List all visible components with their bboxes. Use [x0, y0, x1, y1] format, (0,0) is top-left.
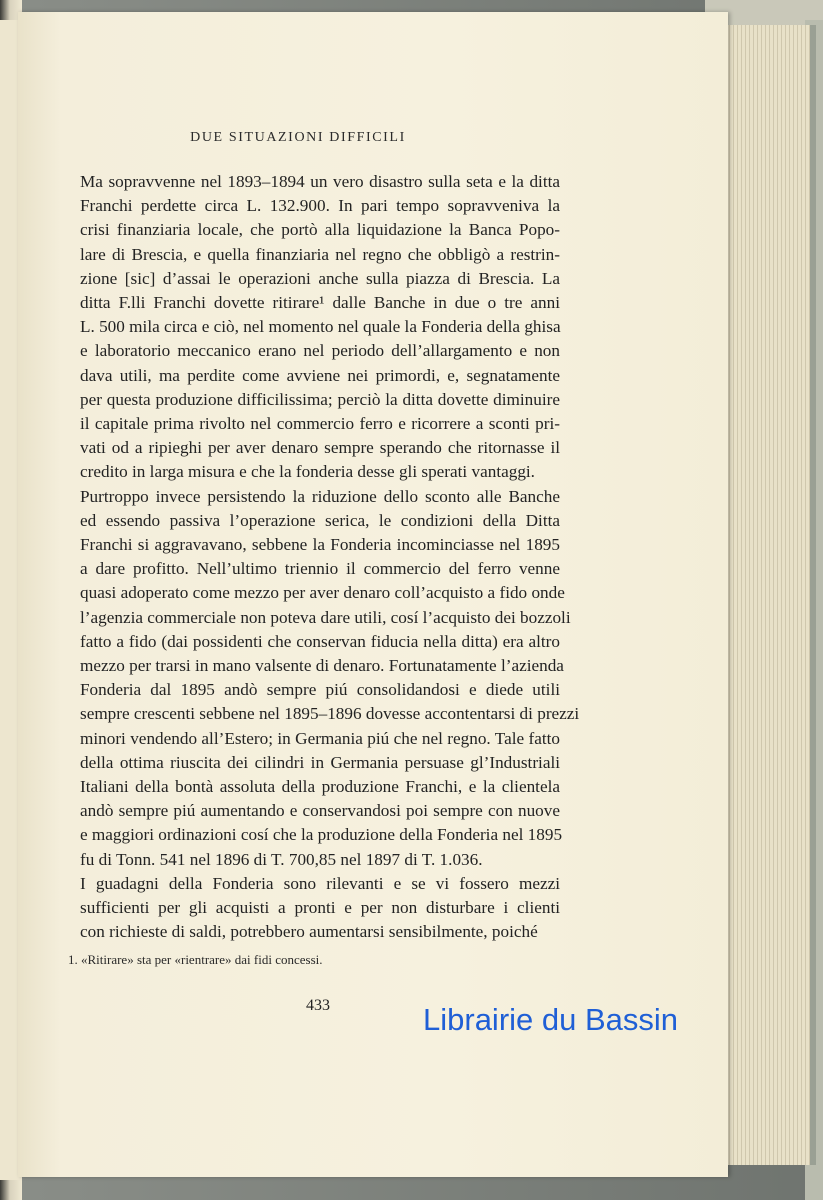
text-line: minori vendendo all’Estero; in Germania piú che nel regno. Tale fatto [80, 728, 560, 748]
text-line: Fonderia dal 1895 andò sempre piú consolidandosi e diede utili [80, 680, 560, 700]
text-line: fatto a fido (dai possidenti che conservan fiducia nella ditta) era altro [80, 631, 560, 651]
text-line: il capitale prima rivolto nel commercio ferro e ricorrere a sconti pri- [80, 414, 560, 434]
text-line: fu di Tonn. 541 nel 1896 di T. 700,85 nel 1897 di T. 1.036. [80, 849, 483, 869]
text-line: e maggiori ordinazioni cosí che la produzione della Fonderia nel 1895 [80, 825, 563, 845]
text-line: I guadagni della Fonderia sono rilevanti e se vi fossero mezzi [80, 873, 560, 893]
body-text [80, 170, 580, 945]
previous-page-sliver [0, 20, 20, 1180]
text-line: l’agenzia commerciale non poteva dare utili, cosí l’acquisto dei bozzoli [80, 607, 571, 627]
text-line: vati od a ripieghi per aver denaro sempre sperando che ritornasse il [80, 438, 560, 458]
page-number: 433 [306, 997, 330, 1014]
text-line: Purtroppo invece persistendo la riduzione dello sconto alle Banche [80, 486, 560, 506]
text-line: sufficienti per gli acquisti a pronti e per non disturbare i clienti [80, 898, 560, 918]
text-line: e laboratorio meccanico erano nel periodo dell’allargamento e non [80, 341, 560, 361]
text-line: quasi adoperato come mezzo per aver denaro coll’acquisto a fido onde [80, 583, 565, 603]
text-line: per questa produzione difficilissima; perciò la ditta dovette diminuire [80, 389, 560, 409]
text-line: Franchi perdette circa L. 132.900. In pari tempo sopravveniva la [80, 196, 560, 216]
running-head: DUE SITUAZIONI DIFFICILI [190, 130, 406, 145]
text-line: con richieste di saldi, potrebbero aumentarsi sensibilmente, poiché [80, 922, 538, 942]
text-line: Franchi si aggravavano, sebbene la Fonderia incominciasse nel 1895 [80, 535, 560, 555]
watermark: Librairie du Bassin [423, 1002, 679, 1037]
text-line: sempre crescenti sebbene nel 1895–1896 dovesse accontentarsi di prezzi [80, 704, 580, 724]
text-line: Ma sopravvenne nel 1893–1894 un vero disastro sulla seta e la ditta [80, 172, 560, 191]
text-line: dava utili, ma perdite come avviene nei primordi, e, segnatamente [80, 365, 560, 385]
text-line: della ottima riuscita dei cilindri in Germania persuase gl’Industriali [80, 752, 560, 772]
footnote: 1. «Ritirare» sta per «rientrare» dai fidi concessi. [68, 952, 323, 967]
text-line: andò sempre piú aumentando e conservandosi poi sempre con nuove [80, 801, 560, 821]
text-line: L. 500 mila circa e ciò, nel momento nel quale la Fonderia della ghisa [80, 317, 561, 337]
text-line: ditta F.lli Franchi dovette ritirare¹ dalle Banche in due o tre anni [80, 293, 560, 313]
text-line: zione [sic] d’assai le operazioni anche sulla piazza di Brescia. La [80, 268, 560, 288]
text-line: lare di Brescia, e quella finanziaria nel regno che obbligò a restrin- [80, 244, 560, 264]
text-line: a dare profitto. Nell’ultimo triennio il commercio del ferro venne [80, 559, 560, 579]
text-line: mezzo per trarsi in mano valsente di denaro. Fortunatamente l’azienda [80, 656, 564, 676]
text-line: credito in larga misura e che la fonderia desse gli sperati vantaggi. [80, 462, 535, 482]
text-line: crisi finanziaria locale, che portò alla liquidazione la Banca Popo- [80, 220, 560, 240]
text-line: ed essendo passiva l’operazione serica, le condizioni della Ditta [80, 510, 560, 530]
text-line: Italiani della bontà assoluta della produzione Franchi, e la clientela [80, 777, 560, 797]
